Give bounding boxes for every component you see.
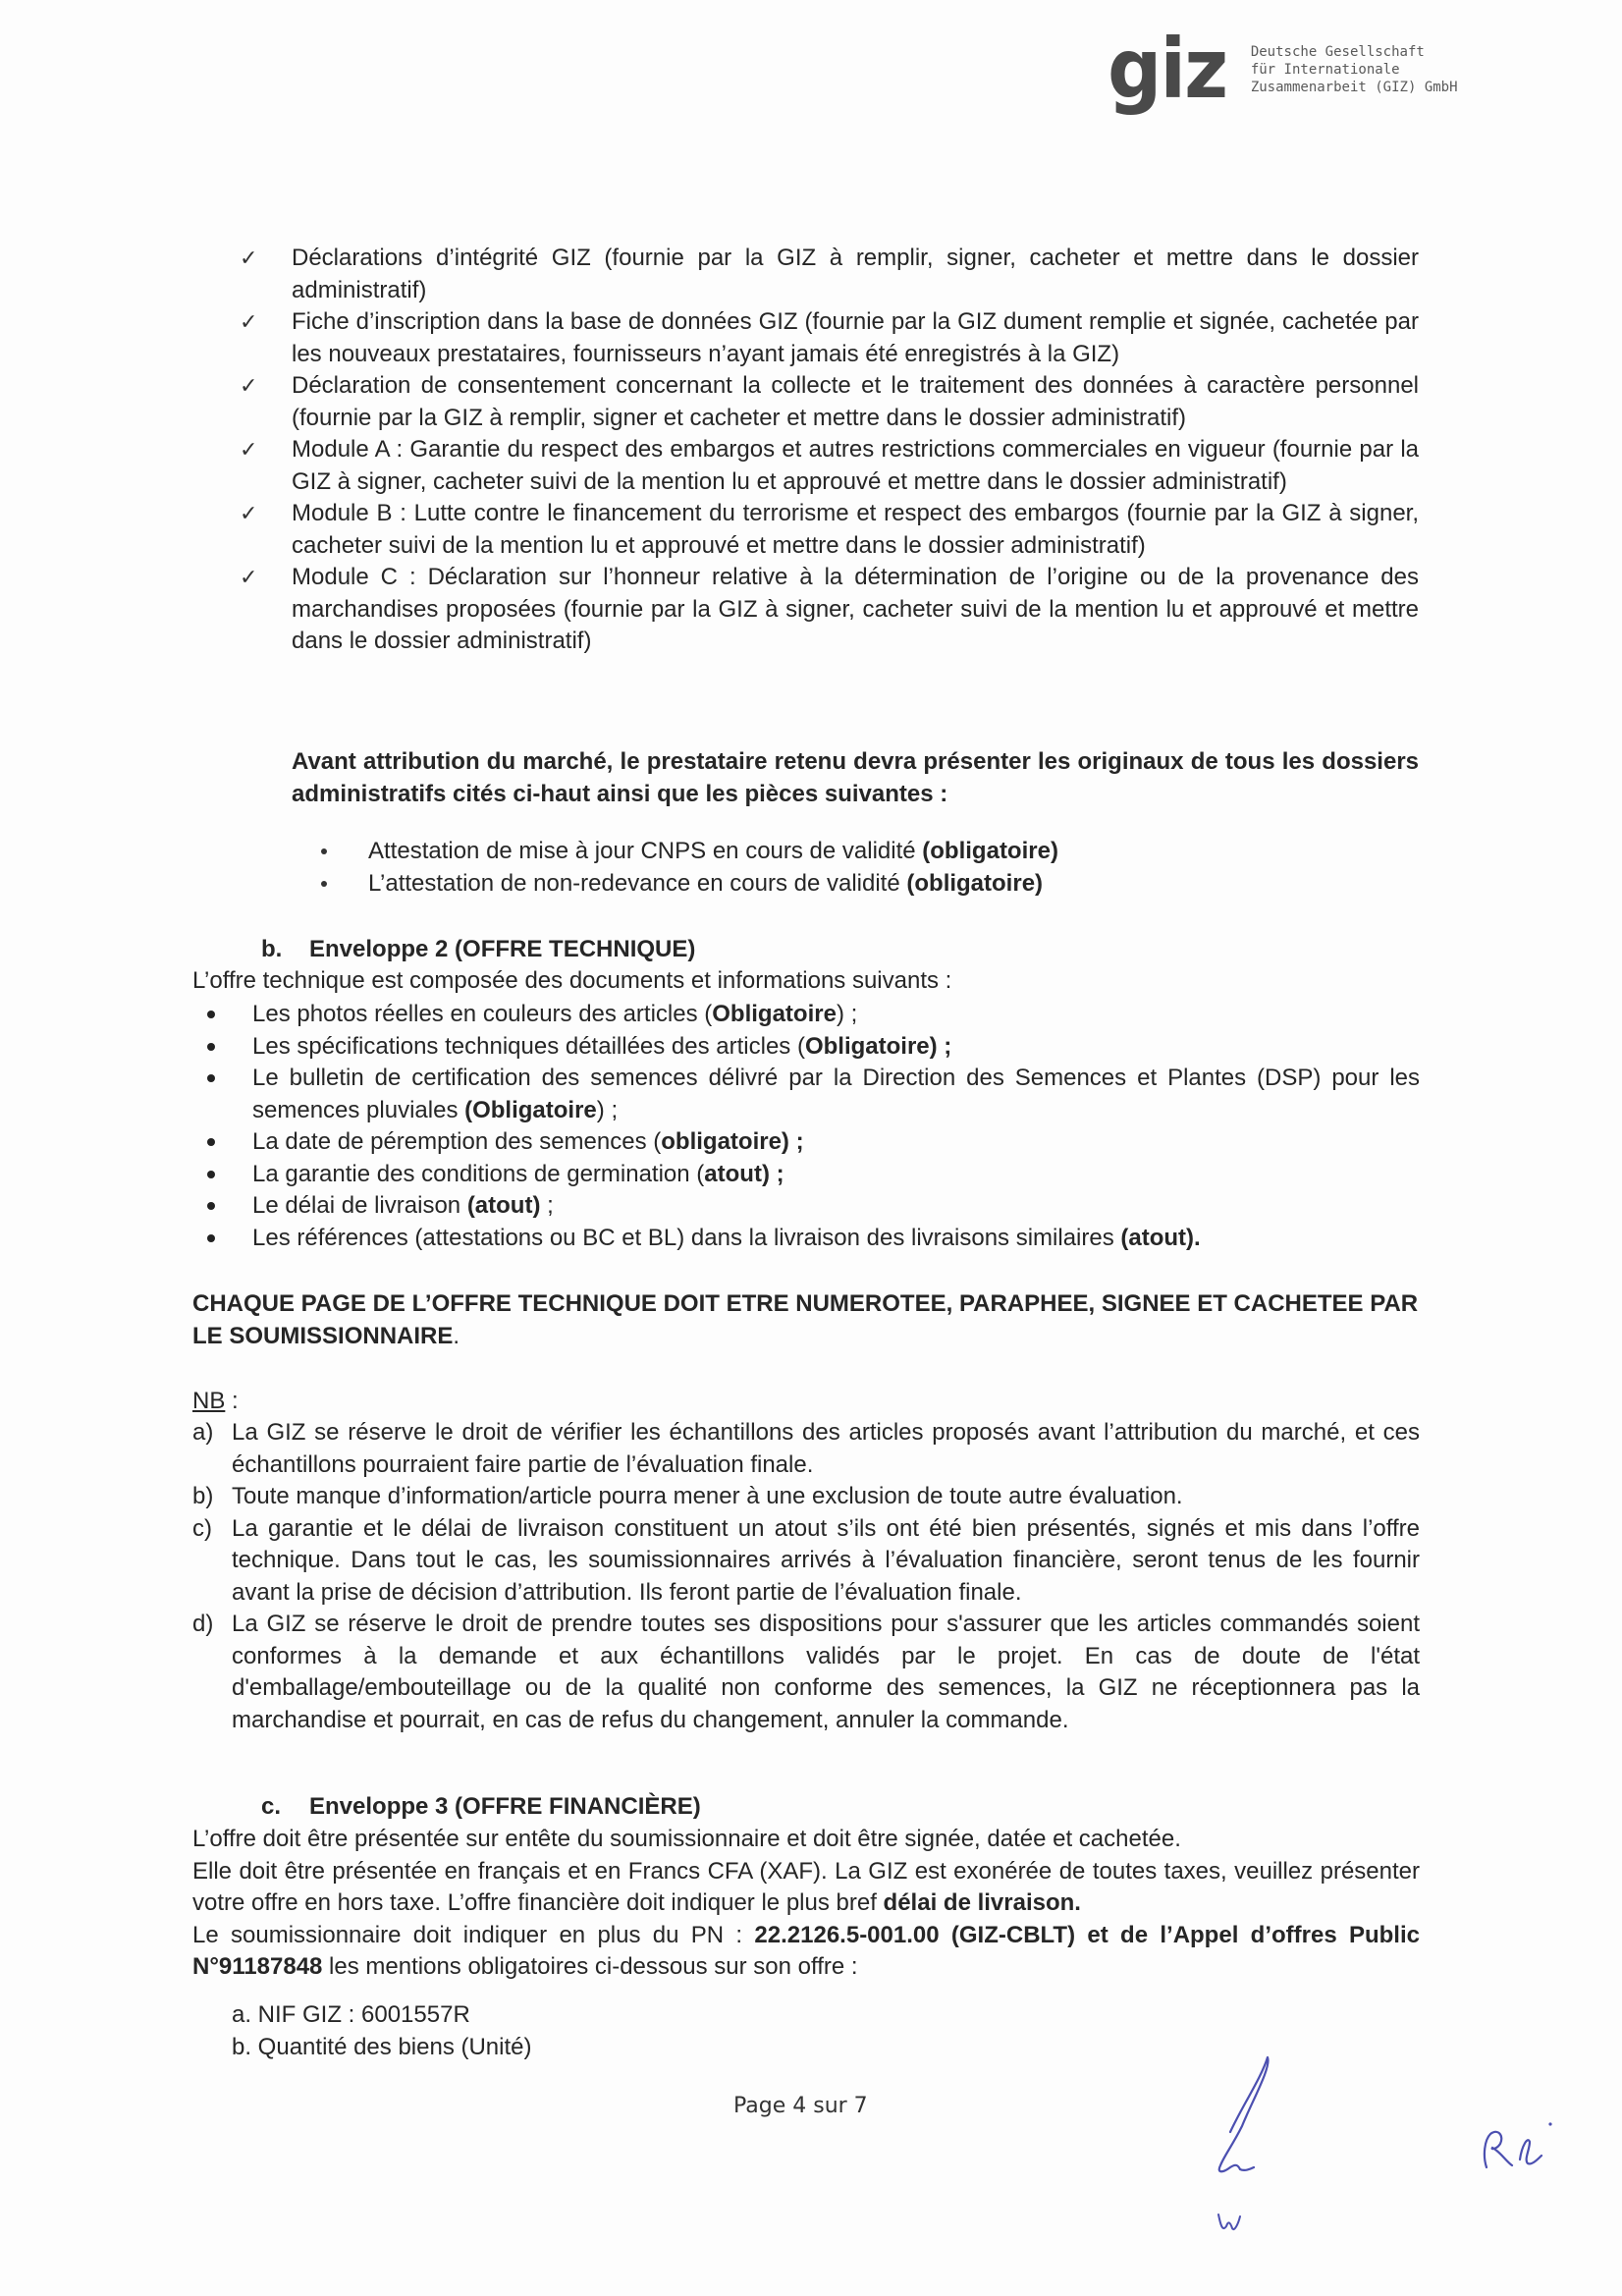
giz-logo-mark: giz (1108, 21, 1227, 117)
before-award-list (319, 836, 1058, 900)
list-item: Les photos réelles en couleurs des articles (Obligatoire) ; (192, 999, 1420, 1031)
giz-logo-text (1251, 43, 1458, 96)
bullet-icon (207, 1202, 215, 1210)
mention-item: b. Quantité des biens (Unité) (232, 2033, 532, 2060)
logo-line-2: für Internationale (1250, 62, 1400, 78)
list-item: Les références (attestations ou BC et BL) dans la livraison des livraisons similaires (atout). (192, 1223, 1420, 1255)
technical-offer-list (192, 999, 1420, 1254)
bullet-icon (207, 1234, 215, 1242)
section-b-heading: b. Enveloppe 2 (OFFRE TECHNIQUE) (261, 936, 696, 962)
checkmark-icon: ✓ (240, 565, 258, 589)
admin-checklist (236, 243, 1419, 658)
list-item: Le délai de livraison (atout) ; (192, 1190, 1420, 1223)
handwritten-initials-icon (1203, 2048, 1291, 2244)
page-number: Page 4 sur 7 (733, 2094, 868, 2118)
technical-offer-notice: CHAQUE PAGE DE L’OFFRE TECHNIQUE DOIT ETRE NUMEROTEE, PARAPHEE, SIGNEE ET CACHETEE PAR LE SOUMISSIONNAIRE. (192, 1290, 1419, 1349)
logo-line-3: Zusammenarbeit (GIZ) GmbH (1250, 80, 1458, 95)
checklist-item: ✓ Module C : Déclaration sur l’honneur relative à la détermination de l’origine ou de la provenance des marchandises proposées (fournie par la GIZ à signer, cacheter suivi de la mention lu et approuvé et mettre dans le dossier administratif) (240, 564, 1419, 654)
bullet-icon (207, 1074, 215, 1082)
financial-line-3: Le soumissionnaire doit indiquer en plus du PN : 22.2126.5-001.00 (GIZ-CBLT) et de l’Appel d’offres Public N°91187848 les mentions obligatoires ci-dessous sur son offre : (192, 1921, 1420, 1980)
list-item: La date de péremption des semences (obligatoire) ; (192, 1126, 1420, 1159)
nb-label: NB : (192, 1388, 239, 1414)
checkmark-icon: ✓ (240, 501, 258, 525)
bullet-icon (207, 1043, 215, 1051)
financial-line-1: L’offre doit être présentée sur entête du soumissionnaire et doit être signée, datée et cachetée. (192, 1826, 1181, 1852)
financial-line-2: Elle doit être présentée en français et en Francs CFA (XAF). La GIZ est exonérée de toutes taxes, veuillez présenter votre offre en hors taxe. L’offre financière doit indiquer le plus bref délai de livraison. (192, 1857, 1420, 1916)
checkmark-icon: ✓ (240, 373, 258, 398)
handwritten-signature-icon (1473, 2116, 1571, 2185)
list-item: La garantie des conditions de germination (atout) ; (192, 1159, 1420, 1191)
nb-list (192, 1417, 1420, 1736)
section-c-heading: c. Enveloppe 3 (OFFRE FINANCIÈRE) (261, 1793, 701, 1820)
financial-offer-text (192, 1824, 1420, 1984)
list-item: Le bulletin de certification des semences délivré par la Direction des Semences et Plantes (DSP) pour les semences pluviales (Obligatoire) ; (192, 1063, 1420, 1126)
checklist-item: ✓ Fiche d’inscription dans la base de données GIZ (fournie par la GIZ dument remplie et signée, cachetée par les nouveaux prestataires, fournisseurs n’ayant jamais été enregistrés à la GIZ) (240, 308, 1419, 367)
bullet-icon (321, 881, 327, 887)
nb-item: a) La GIZ se réserve le droit de vérifier les échantillons des articles proposés avant l’attribution du marché, et ces échantillons pourraient faire partie de l’évaluation finale. (192, 1419, 1420, 1478)
list-item: Attestation de mise à jour CNPS en cours de validité (obligatoire) (319, 836, 1058, 868)
mention-item: a. NIF GIZ : 6001557R (232, 2001, 470, 2028)
nb-item: d) La GIZ se réserve le droit de prendre toutes ses dispositions pour s'assurer que les articles commandés soient conformes à la demande et aux échantillons validés par le projet. En cas de doute de l'état d'emballage/embouteillage ou de la qualité non conforme des semences, la GIZ ne réceptionnera pas la marchandise et pourrait, en cas de refus du changement, annuler la commande. (192, 1611, 1420, 1733)
bullet-icon (207, 1138, 215, 1146)
checkmark-icon: ✓ (240, 246, 258, 270)
bullet-icon (207, 1011, 215, 1018)
checklist-item: ✓ Déclaration de consentement concernant la collecte et le traitement des données à caractère personnel (fournie par la GIZ à remplir, signer et cacheter et mettre dans le dossier administratif) (240, 372, 1419, 431)
list-item: Les spécifications techniques détaillées des articles (Obligatoire) ; (192, 1031, 1420, 1064)
mandatory-mentions (232, 1999, 532, 2063)
nb-item: c) La garantie et le délai de livraison constituent un atout s’ils ont été bien présentés, signés et mis dans l’offre technique. Dans tout le cas, les soumissionnaires arrivés à l’évaluation financière, seront tenus de les fournir avant la prise de décision d’attribution. Ils feront partie de l’évaluation finale. (192, 1514, 1420, 1606)
checkmark-icon: ✓ (240, 437, 258, 462)
checklist-item: ✓ Déclarations d’intégrité GIZ (fournie par la GIZ à remplir, signer, cacheter et mettre dans le dossier administratif) (240, 245, 1419, 303)
checkmark-icon: ✓ (240, 309, 258, 334)
logo-line-1: Deutsche Gesellschaft (1250, 44, 1425, 60)
section-b-intro: L’offre technique est composée des documents et informations suivants : (192, 967, 952, 994)
nb-item: b) Toute manque d’information/article pourra mener à une exclusion de toute autre évaluation. (192, 1483, 1183, 1509)
giz-logo (1108, 21, 1458, 117)
bullet-icon (321, 848, 327, 854)
checklist-item: ✓ Module A : Garantie du respect des embargos et autres restrictions commerciales en vigueur (fournie par la GIZ à signer, cacheter suivi de la mention lu et approuvé et mettre dans le dossier administratif) (240, 436, 1419, 495)
list-item: L’attestation de non-redevance en cours de validité (obligatoire) (319, 868, 1058, 901)
before-award-intro: Avant attribution du marché, le prestataire retenu devra présenter les originaux de tous les dossiers administratifs cités ci-haut ainsi que les pièces suivantes : (292, 748, 1419, 807)
bullet-icon (207, 1171, 215, 1178)
checklist-item: ✓ Module B : Lutte contre le financement du terrorisme et respect des embargos (fournie par la GIZ à signer, cacheter suivi de la mention lu et approuvé et mettre dans le dossier administratif) (240, 500, 1419, 559)
